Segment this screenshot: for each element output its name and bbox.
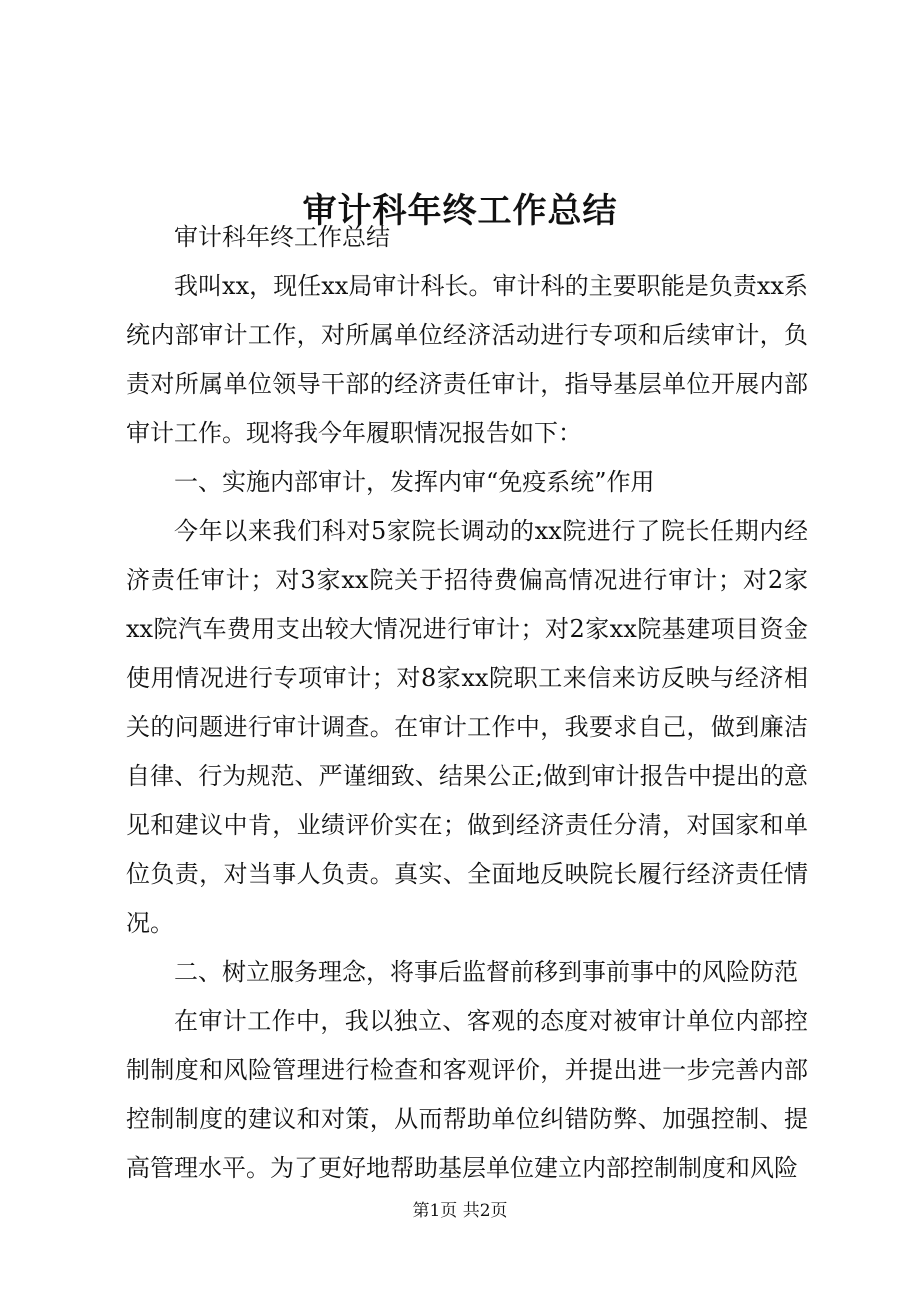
document-title: 审计科年终工作总结 xyxy=(302,190,618,231)
section-paragraph-2: 在审计工作中，我以独立、客观的态度对被审计单位内部控制制度和风险管理进行检查和客观评价，并提出进一步完善内部控制制度的建议和对策，从而帮助单位纠错防弊、加强控制、提高管理水平。为了更好地帮助基层单位建立内部控制制度和风险 xyxy=(126,1007,808,1182)
section-heading-2: 二、树立服务理念，将事后监督前移到事前事中的风险防范 xyxy=(174,958,798,986)
intro-paragraph: 我叫xx，现任xx局审计科长。审计科的主要职能是负责xx系统内部审计工作，对所属单位经济活动进行专项和后续审计，负责对所属单位领导干部的经济责任审计，指导基层单位开展内部审计工作。现将我今年履职情况报告如下： xyxy=(126,272,808,447)
page-footer: 第1页 共2页 xyxy=(412,1201,508,1221)
subtitle-paragraph: 审计科年终工作总结 xyxy=(174,223,390,251)
section-paragraph-1: 今年以来我们科对5家院长调动的xx院进行了院长任期内经济责任审计；对3家xx院关于招待费偏高情况进行审计；对2家xx院汽车费用支出较大情况进行审计；对2家xx院基建项目资金使用情况进行专项审计；对8家xx院职工来信来访反映与经济相关的问题进行审计调查。在审计工作中，我要求自己，做到廉洁自律、行为规范、严谨细致、结果公正;做到审计报告中提出的意见和建议中肯，业绩评价实在；做到经济责任分清，对国家和单位负责，对当事人负责。真实、全面地反映院长履行经济责任情况。 xyxy=(126,517,808,937)
document-body xyxy=(126,213,808,1193)
section-heading-1: 一、实施内部审计，发挥内审“免疫系统”作用 xyxy=(174,468,655,496)
